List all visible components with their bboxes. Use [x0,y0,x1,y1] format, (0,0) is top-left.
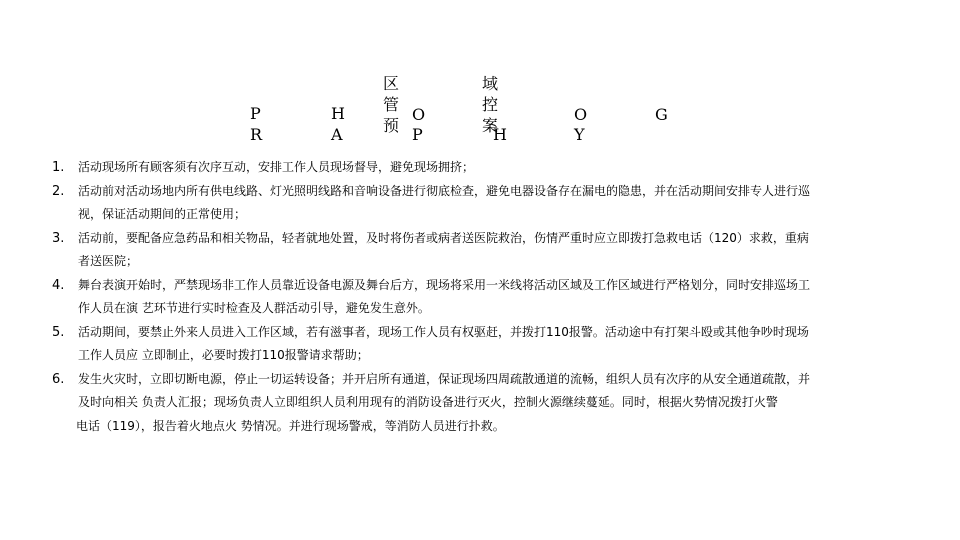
item-text-line: 电话（119），报告着火地点火 势情况。并进行现场警戒，等消防人员进行扑救。 [76,418,505,433]
header-letter-r: R [250,125,263,144]
header-letter-h: H [331,104,345,123]
item-text-line: 者送医院； [78,254,139,268]
header-char: 域 [481,74,498,93]
item-text-line: 舞台表演开始时，严禁现场非工作人员靠近设备电源及舞台后方，现场将采用一米线将活动区域及工作区域进行严格划分，同时安排巡场工 [78,277,811,292]
header-letter-y: Y [574,125,585,144]
list-item [50,321,940,368]
item-text-line: 工作人员应 立即制止，必要时拨打110报警请求帮助； [78,348,369,362]
list-item [50,180,940,227]
header-letter-a: A [331,125,343,144]
item-text-line: 作人员在演 艺环节进行实时检查及人群活动引导，避免发生意外。 [78,301,430,315]
header-letter-o2: O [574,105,588,124]
list-item [50,156,940,180]
header-char: 案 [481,116,498,135]
header-vertical-title-2 [480,73,500,136]
item-number: 2. [52,183,65,199]
list-item [50,368,940,439]
header-letter-h2: H [493,125,507,144]
header-char: 区 [382,74,399,93]
item-text-line: 活动前对活动场地内所有供电线路、灯光照明线路和音响设备进行彻底检查，避免电器设备存在漏电的隐患，并在活动期间安排专人进行巡 [78,183,811,198]
item-text-line: 视，保证活动期间的正常使用； [78,207,247,221]
item-number: 1. [52,160,65,175]
list-item [50,227,940,274]
list-item [50,274,940,321]
item-number: 6. [52,371,65,387]
header-letter-g: G [655,105,668,124]
header-char: 控 [481,95,498,114]
item-text-line: 及时向相关 负责人汇报；现场负责人立即组织人员利用现有的消防设备进行灭火，控制火源继续蔓延。同时，根据火势情况拨打火警 [78,395,778,409]
item-text-line: 活动前，要配备应急药品和相关物品，轻者就地处置，及时将伤者或病者送医院救治，伤情严重时应立即拨打急救电话（120）求救，重病 [78,230,809,245]
header-letter-p: P [250,104,261,123]
plan-item-list [50,156,940,438]
header-vertical-title-1 [381,73,401,136]
item-text-line: 活动现场所有顾客须有次序互动，安排工作人员现场督导，避免现场拥挤； [78,160,475,174]
header-letter-o: O [412,105,426,124]
item-text-line: 活动期间，要禁止外来人员进入工作区域，若有滋事者，现场工作人员有权驱赶，并拨打110报警。活动途中有打架斗殴或其他争吵时现场 [78,324,809,339]
header-char: 预 [382,116,399,135]
header-char: 管 [382,95,399,114]
item-number: 3. [52,230,65,246]
item-number: 4. [52,277,65,293]
header-letter-p2: P [412,125,423,144]
item-text-line: 发生火灾时，立即切断电源，停止一切运转设备；并开启所有通道，保证现场四周疏散通道的流畅，组织人员有次序的从安全通道疏散，并 [78,371,811,386]
item-number: 5. [52,324,65,340]
